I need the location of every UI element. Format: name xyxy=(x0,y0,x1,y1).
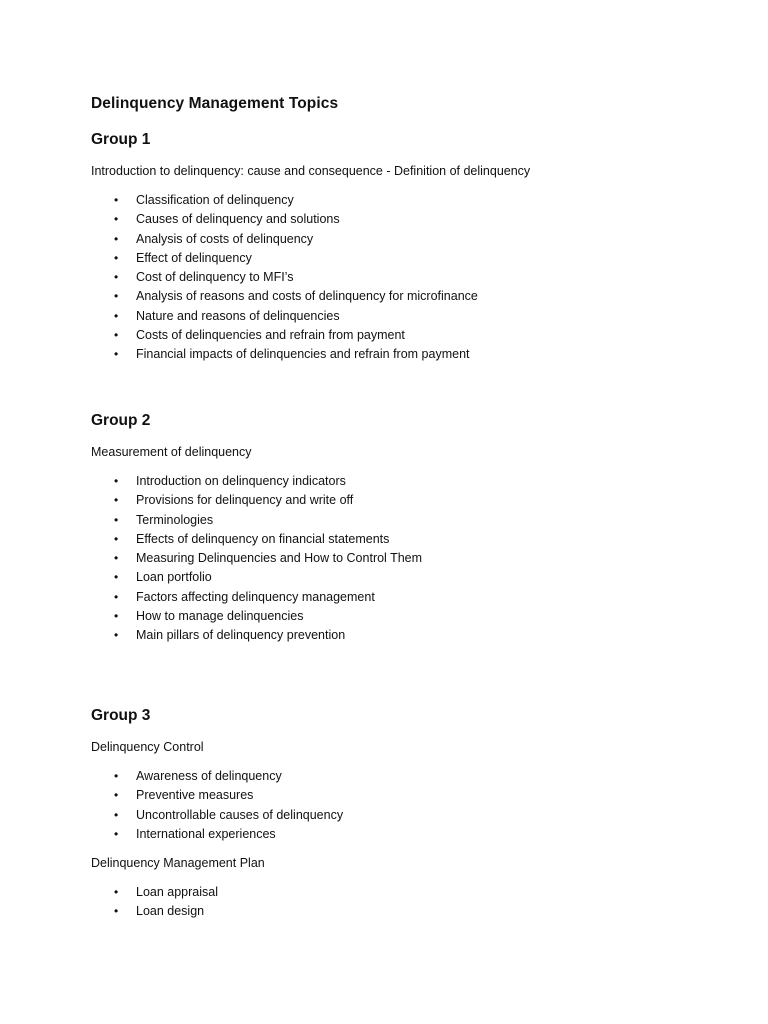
bullet-icon: • xyxy=(114,328,119,343)
bullet-icon: • xyxy=(114,193,119,207)
list-item xyxy=(91,607,731,626)
section-intro: Introduction to delinquency: cause and consequence - Definition of delinquency xyxy=(91,164,531,178)
bullet-icon: • xyxy=(114,212,119,227)
group-3-plan-intro-block xyxy=(91,855,731,871)
list-item xyxy=(91,883,731,902)
bullet-icon: • xyxy=(114,231,119,246)
list-item xyxy=(91,626,731,645)
bullet-icon: • xyxy=(114,308,119,323)
list-item-text: Measuring Delinquencies and How to Control Them xyxy=(136,551,423,566)
list-item-text: Classification of delinquency xyxy=(136,193,294,207)
list-item-text: Factors affecting delinquency management xyxy=(136,589,375,604)
list-item xyxy=(91,825,731,844)
group-2-heading-block xyxy=(91,411,731,431)
bullet-icon: • xyxy=(114,826,119,841)
bullet-icon: • xyxy=(114,512,119,527)
list-item xyxy=(91,191,731,210)
list-item xyxy=(91,345,731,364)
list-item xyxy=(91,287,731,306)
topic-list xyxy=(91,472,731,646)
bullet-icon: • xyxy=(114,551,119,566)
list-item-text: Provisions for delinquency and write off xyxy=(136,493,354,508)
bullet-icon: • xyxy=(114,250,119,265)
bullet-icon: • xyxy=(114,570,119,585)
list-item-text: Analysis of costs of delinquency xyxy=(136,231,314,246)
bullet-icon: • xyxy=(114,493,119,508)
topic-list xyxy=(91,767,731,844)
group-1-intro-block xyxy=(91,163,731,179)
list-item xyxy=(91,786,731,805)
group-1-list-block xyxy=(91,191,731,365)
bullet-icon: • xyxy=(114,769,119,783)
bullet-icon: • xyxy=(114,609,119,624)
document-title: Delinquency Management Topics xyxy=(91,95,339,112)
list-item xyxy=(91,307,731,326)
list-item xyxy=(91,472,731,491)
list-item-text: Costs of delinquencies and refrain from payment xyxy=(136,328,405,343)
list-item xyxy=(91,249,731,268)
list-item-text: Main pillars of delinquency prevention xyxy=(136,628,346,643)
bullet-icon: • xyxy=(114,788,119,803)
bullet-icon: • xyxy=(114,474,119,488)
list-item-text: Causes of delinquency and solutions xyxy=(136,212,340,227)
list-item-text: Loan portfolio xyxy=(136,570,212,585)
list-item xyxy=(91,491,731,510)
group-2-list-block xyxy=(91,472,731,646)
list-item xyxy=(91,902,731,921)
section-intro: Delinquency Management Plan xyxy=(91,856,265,870)
group-heading: Group 1 xyxy=(91,131,151,148)
list-item-text: Loan appraisal xyxy=(136,885,219,899)
list-item xyxy=(91,326,731,345)
group-1-heading-block xyxy=(91,130,731,150)
list-item-text: Effects of delinquency on financial statements xyxy=(136,531,390,546)
bullet-icon: • xyxy=(114,807,119,822)
bullet-icon: • xyxy=(114,628,119,643)
bullet-icon: • xyxy=(114,531,119,546)
section-intro: Delinquency Control xyxy=(91,740,204,754)
list-item-text: How to manage delinquencies xyxy=(136,609,304,624)
list-item xyxy=(91,549,731,568)
bullet-icon: • xyxy=(114,289,119,304)
topic-list xyxy=(91,191,731,365)
bullet-icon: • xyxy=(114,904,119,919)
group-heading: Group 2 xyxy=(91,412,151,429)
list-item-text: International experiences xyxy=(136,826,276,841)
list-item-text: Cost of delinquency to MFI’s xyxy=(136,270,294,285)
list-item-text: Nature and reasons of delinquencies xyxy=(136,308,340,323)
list-item xyxy=(91,511,731,530)
list-item xyxy=(91,806,731,825)
list-item-text: Terminologies xyxy=(136,512,214,527)
section-intro: Measurement of delinquency xyxy=(91,445,252,459)
list-item-text: Financial impacts of delinquencies and refrain from payment xyxy=(136,347,470,362)
list-item-text: Awareness of delinquency xyxy=(136,769,282,783)
bullet-icon: • xyxy=(114,885,119,899)
list-item xyxy=(91,568,731,587)
bullet-icon: • xyxy=(114,347,119,362)
group-3-heading-block xyxy=(91,706,731,726)
bullet-icon: • xyxy=(114,270,119,285)
list-item-text: Analysis of reasons and costs of delinquency for microfinance xyxy=(136,289,478,304)
list-item xyxy=(91,588,731,607)
bullet-icon: • xyxy=(114,589,119,604)
list-item xyxy=(91,230,731,249)
group-heading: Group 3 xyxy=(91,707,151,724)
group-3-list-block xyxy=(91,767,731,844)
list-item xyxy=(91,268,731,287)
group-3-intro-block xyxy=(91,739,731,755)
list-item-text: Uncontrollable causes of delinquency xyxy=(136,807,344,822)
list-item xyxy=(91,530,731,549)
group-3-plan-list-block xyxy=(91,883,731,922)
list-item-text: Preventive measures xyxy=(136,788,254,803)
list-item-text: Effect of delinquency xyxy=(136,250,252,265)
list-item xyxy=(91,210,731,229)
list-item-text: Loan design xyxy=(136,904,205,919)
list-item-text: Introduction on delinquency indicators xyxy=(136,474,346,488)
group-2-intro-block xyxy=(91,444,731,460)
topic-list xyxy=(91,883,731,922)
list-item xyxy=(91,767,731,786)
